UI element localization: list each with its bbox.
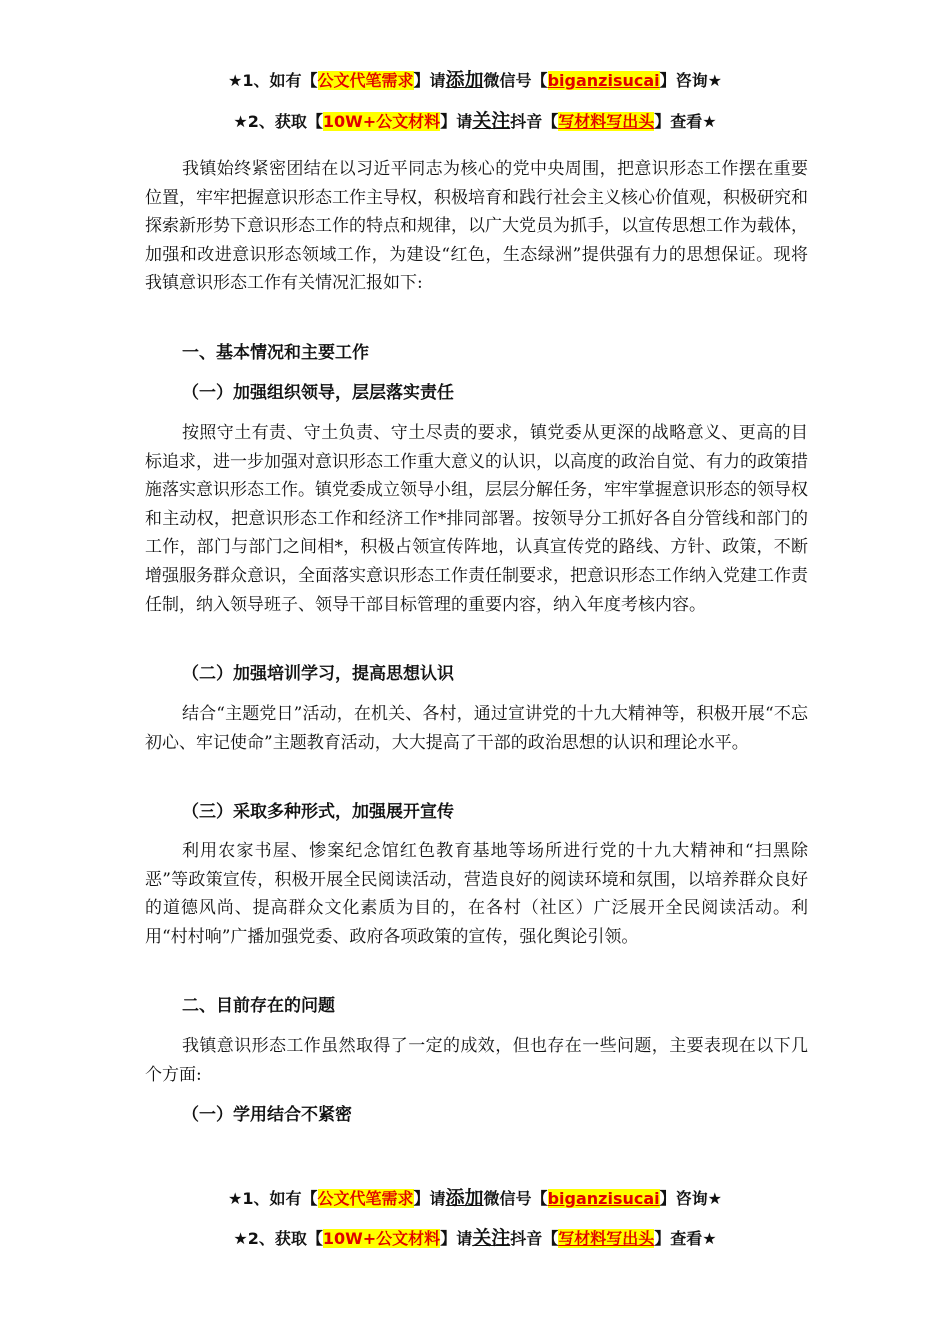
wechat-id-link[interactable]: biganzisucai bbox=[547, 1189, 660, 1208]
banner-text: 】请 bbox=[440, 112, 473, 131]
section-2-heading: 二、目前存在的问题 bbox=[182, 996, 335, 1016]
banner-text: 抖音【 bbox=[510, 112, 559, 131]
banner-emphasis: 关注 bbox=[472, 110, 511, 132]
banner-text: ★2、获取【 bbox=[233, 1229, 323, 1248]
section-1-sub-3-paragraph: 利用农家书屋、惨案纪念馆红色教育基地等场所进行党的十九大精神和“扫黑除恶”等政策宣传，积极开展全民阅读活动，营造良好的阅读环境和氛围，以培养群众良好的道德风尚、提高群众文化素质为目的，在各村（社区）广泛展开全民阅读活动。利用“村村响”广播加强党委、政府各项政策的宣传，强化舆论引领。 bbox=[145, 841, 808, 947]
banner-text: 】请 bbox=[413, 71, 446, 90]
banner-text: 微信号【 bbox=[483, 71, 548, 90]
section-1-sub-2-heading: （二）加强培训学习，提高思想认识 bbox=[182, 664, 454, 684]
section-1-sub-1-heading: （一）加强组织领导，层层落实责任 bbox=[182, 383, 454, 403]
banner-text: 】查看★ bbox=[654, 1229, 717, 1248]
banner-text: 】咨询★ bbox=[659, 71, 722, 90]
banner-emphasis: 添加 bbox=[445, 1187, 484, 1209]
douyin-account-link[interactable]: 写材料写出头 bbox=[558, 112, 655, 131]
banner-emphasis: 关注 bbox=[472, 1227, 511, 1249]
section-2-paragraph: 我镇意识形态工作虽然取得了一定的成效，但也存在一些问题，主要表现在以下几个方面: bbox=[145, 1036, 808, 1085]
section-1-sub-3-heading: （三）采取多种形式，加强展开宣传 bbox=[182, 802, 454, 822]
section-1-sub-2-paragraph: 结合“主题党日”活动，在机关、各村，通过宣讲党的十九大精神等，积极开展“不忘初心、牢记使命”主题教育活动，大大提高了干部的政治思想的认识和理论水平。 bbox=[145, 704, 808, 753]
wechat-id-link[interactable]: biganzisucai bbox=[547, 71, 660, 90]
banner-text: 微信号【 bbox=[483, 1189, 548, 1208]
banner-emphasis: 添加 bbox=[445, 69, 484, 91]
top-banner-line-2 bbox=[0, 110, 950, 133]
section-1-heading: 一、基本情况和主要工作 bbox=[182, 343, 369, 363]
banner-text: ★2、获取【 bbox=[233, 112, 323, 131]
banner-highlight: 公文代笔需求 bbox=[317, 71, 414, 90]
banner-text: 抖音【 bbox=[510, 1229, 559, 1248]
section-1-sub-1-paragraph: 按照守土有责、守土负责、守土尽责的要求，镇党委从更深的战略意义、更高的目标追求，进一步加强对意识形态工作重大意义的认识，以高度的政治自觉、有力的政策措施落实意识形态工作。镇党委成立领导小组，层层分解任务，牢牢掌握意识形态的领导权和主动权，把意识形态工作和经济工作*排同部署。按领导分工抓好各自分管线和部门的工作，部门与部门之间相*，积极占领宣传阵地，认真宣传党的路线、方针、政策，不断增强服务群众意识，全面落实意识形态工作责任制要求，把意识形态工作纳入党建工作责任制，纳入领导班子、领导干部目标管理的重要内容，纳入年度考核内容。 bbox=[145, 423, 808, 615]
section-2-sub-1-heading: （一）学用结合不紧密 bbox=[182, 1105, 352, 1125]
banner-text: 】查看★ bbox=[654, 112, 717, 131]
douyin-account-link[interactable]: 写材料写出头 bbox=[558, 1229, 655, 1248]
banner-text: ★1、如有【 bbox=[228, 71, 318, 90]
banner-highlight: 10W+公文材料 bbox=[322, 1229, 441, 1248]
bottom-banner-line-1 bbox=[0, 1187, 950, 1210]
intro-paragraph: 我镇始终紧密团结在以习近平同志为核心的党中央周围，把意识形态工作摆在重要位置，牢牢把握意识形态工作主导权，积极培育和践行社会主义核心价值观，积极研究和探索新形势下意识形态工作的特点和规律，以广大党员为抓手，以宣传思想工作为载体，加强和改进意识形态领域工作，为建设“红色，生态绿洲”提供强有力的思想保证。现将我镇意识形态工作有关情况汇报如下: bbox=[145, 159, 808, 294]
top-banner-line-1 bbox=[0, 69, 950, 92]
bottom-banner-line-2 bbox=[0, 1227, 950, 1250]
banner-highlight: 公文代笔需求 bbox=[317, 1189, 414, 1208]
banner-highlight: 10W+公文材料 bbox=[322, 112, 441, 131]
banner-text: 】请 bbox=[440, 1229, 473, 1248]
banner-text: 】请 bbox=[413, 1189, 446, 1208]
banner-text: 】咨询★ bbox=[659, 1189, 722, 1208]
banner-text: ★1、如有【 bbox=[228, 1189, 318, 1208]
